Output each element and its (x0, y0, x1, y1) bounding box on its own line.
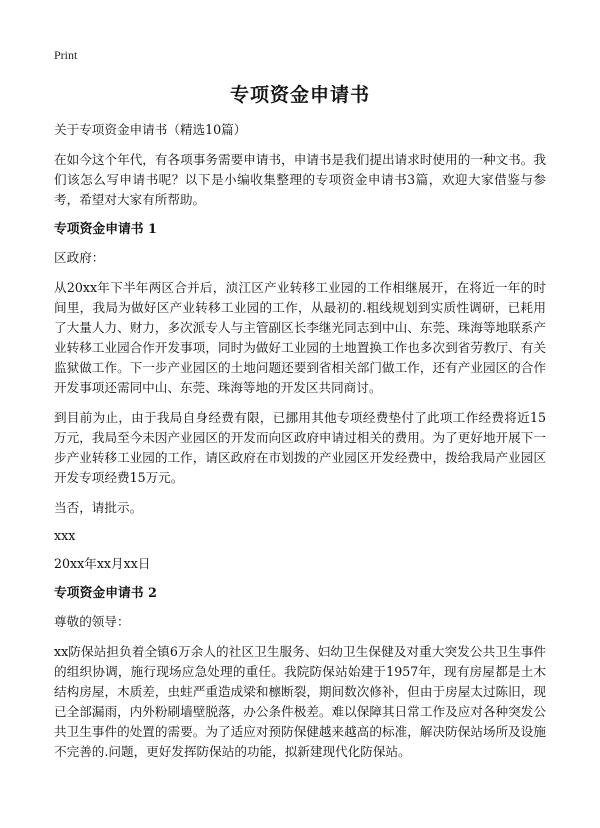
section-1-signature: xxx (54, 528, 76, 543)
section-1-paragraph-2: 到目前为止，由于我局自身经费有限，已挪用其他专项经费垫付了此项工作经费将近15万元，我局至今未因产业园区的开发而向区政府申请过相关的费用。为了更好地开展下一步产业转移工业园的工作，请区政府在市划拨的产业园区开发经费中，拨给我局产业园区开发专项经费15万元。 (54, 410, 546, 485)
document-body (54, 120, 546, 762)
section-2-paragraph-1: xx防保站担负着全镇6万余人的社区卫生服务、妇幼卫生保健及对重大突发公共卫生事件的组织协调，施行现场应急处理的重任。我院防保站始建于1957年，现有房屋都是土木结构房屋，木质差，虫蛀严重造成梁和檩断裂，期间数次修补，但由于房屋太过陈旧，现已全部漏雨，内外粉刷墙壁脱落，办公条件极差。难以保障其日常工作及应对各种突发公共卫生事件的处置的需要。为了适应对预防保健越来越高的标准，解决防保站场所及设施不完善的.问题，更好发挥防保站的功能，拟新建现代化防保站。 (54, 644, 546, 759)
section-1-paragraph-1: 从20xx年下半年两区合并后，浈江区产业转移工业园的工作相继展开，在将近一年的时间里，我局为做好区产业转移工业园的工作，从最初的.粗线规划到实质性调研，已耗用了大量人力、财力，多次派专人与主管副区长李继光同志到中山、东莞、珠海等地联系产业转移工业园合作开发事项，同时为做好工业园的土地置换工作也多次到省劳教厅、有关监狱做工作。下一步产业园区的土地问题还要到省相关部门做工作，还有产业园区的合作开发事项还需同中山、东莞、珠海等地的开发区共同商讨。 (54, 280, 546, 395)
page-title: 专项资金申请书 (229, 84, 370, 106)
section-1-heading: 专项资金申请书 1 (54, 222, 157, 237)
section-1-date: 20xx年xx月xx日 (54, 556, 151, 571)
document-subtitle: 关于专项资金申请书（精选10篇） (54, 122, 247, 137)
section-2-heading: 专项资金申请书 2 (54, 586, 157, 601)
section-1-salutation: 区政府： (54, 250, 105, 265)
section-1-closing: 当否，请批示。 (54, 500, 143, 515)
print-link[interactable]: Print (54, 48, 78, 62)
intro-paragraph: 在如今这个年代，有各项事务需要申请书，申请书是我们提出请求时使用的一种文书。我们该怎么写申请书呢？以下是小编收集整理的专项资金申请书3篇，欢迎大家借鉴与参考，希望对大家有所帮助。 (54, 152, 546, 207)
section-2-salutation: 尊敬的领导： (54, 614, 130, 629)
